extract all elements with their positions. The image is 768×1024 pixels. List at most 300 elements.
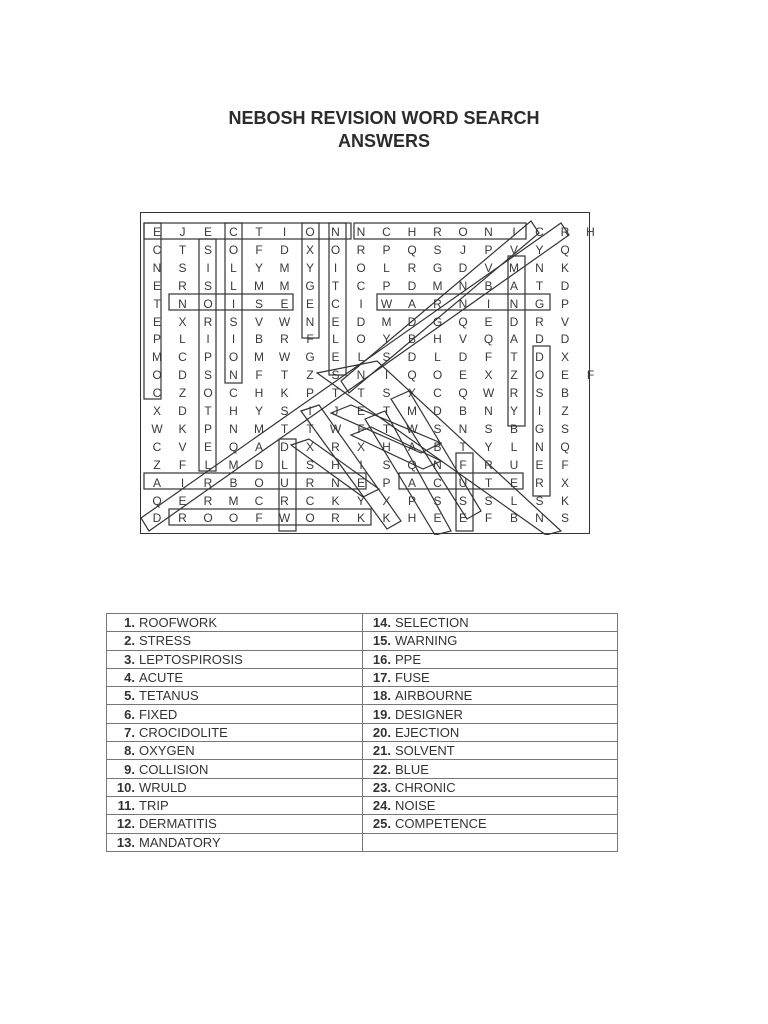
grid-letter: X	[382, 493, 391, 508]
grid-letter: N	[535, 439, 544, 454]
grid-letter: G	[432, 260, 443, 275]
grid-letter: S	[254, 296, 263, 311]
grid-letter: O	[305, 225, 315, 239]
grid-letter: F	[484, 511, 493, 526]
answer-word: DERMATITIS	[139, 816, 217, 832]
grid-letter: Y	[254, 404, 263, 418]
grid-letter: E	[356, 404, 365, 418]
grid-letter: T	[178, 242, 187, 257]
grid-letter: D	[280, 439, 289, 454]
answer-word: BLUE	[395, 761, 429, 777]
grid-letter: E	[535, 457, 544, 472]
grid-letter: M	[407, 404, 417, 418]
page-title: NEBOSH REVISION WORD SEARCH	[228, 108, 540, 128]
grid-letter: D	[535, 332, 544, 347]
grid-letter: K	[280, 386, 289, 401]
answer-cell-right	[363, 614, 618, 632]
grid-letter: T	[382, 421, 391, 436]
grid-letter: O	[203, 386, 213, 401]
grid-letter: K	[382, 511, 391, 526]
grid-letter: M	[381, 314, 392, 329]
grid-letter: F	[255, 511, 263, 526]
grid-letter: O	[432, 368, 443, 383]
grid-letter: I	[231, 332, 236, 347]
grid-letter: B	[407, 332, 416, 347]
answer-cell-right	[363, 668, 618, 686]
answer-cell-left	[107, 614, 363, 632]
grid-letter: E	[178, 493, 187, 508]
grid-letter: I	[282, 225, 287, 239]
grid-letter: I	[206, 332, 210, 347]
grid-letter: M	[509, 260, 519, 275]
grid-letter: S	[433, 242, 442, 257]
grid-letter: Z	[178, 386, 187, 401]
grid-letter: N	[356, 225, 366, 239]
grid-letter: B	[484, 278, 493, 293]
grid-letter: D	[407, 350, 417, 365]
grid-letter: T	[306, 421, 314, 436]
grid-letter: E	[305, 296, 314, 311]
answer-cell-right	[363, 760, 618, 778]
grid-letter: O	[305, 511, 315, 526]
grid-letter: M	[279, 260, 290, 275]
grid-letter: D	[433, 404, 442, 418]
grid-letter: N	[152, 260, 162, 275]
grid-letter: E	[458, 368, 467, 383]
grid-letter: A	[407, 296, 416, 311]
grid-letter: L	[230, 278, 237, 293]
grid-letter: N	[458, 421, 468, 436]
grid-letter: L	[179, 332, 186, 347]
answer-row	[107, 632, 618, 650]
grid-letter: O	[330, 242, 341, 257]
grid-letter: E	[560, 368, 569, 383]
grid-letter: E	[331, 350, 340, 365]
answer-number: 13.	[116, 834, 135, 850]
grid-letter: L	[357, 350, 365, 365]
grid-letter: G	[305, 278, 315, 293]
answer-cell-right	[363, 723, 618, 741]
grid-letter: C	[152, 439, 162, 454]
grid-letter: D	[407, 278, 417, 293]
grid-letter: Y	[484, 439, 493, 454]
grid-letter: E	[152, 225, 161, 239]
grid-letter: N	[484, 404, 493, 418]
grid-letter: U	[458, 475, 468, 490]
grid-letter: L	[383, 260, 390, 275]
grid-letter: B	[254, 332, 263, 347]
grid-letter: P	[407, 493, 416, 508]
answer-row	[107, 796, 618, 814]
answer-cell-right	[363, 796, 618, 814]
grid-letter: G	[534, 296, 545, 311]
grid-letter: D	[560, 332, 570, 347]
grid-letter: N	[458, 278, 468, 293]
grid-letter: X	[560, 350, 569, 365]
answer-cell-right	[363, 687, 618, 705]
answer-word: OXYGEN	[139, 743, 195, 759]
grid-letter: I	[231, 296, 236, 311]
grid-letter: C	[356, 278, 366, 293]
grid-letter: M	[279, 278, 290, 293]
grid-letter: S	[458, 493, 467, 508]
answer-cell-left	[107, 705, 363, 723]
grid-letter: F	[178, 457, 187, 472]
grid-letter: R	[484, 457, 493, 472]
grid-letter: D	[458, 260, 468, 275]
grid-letter: S	[229, 314, 238, 329]
grid-letter: W	[482, 386, 495, 401]
grid-letter: O	[203, 296, 213, 311]
grid-letter: S	[560, 511, 569, 526]
grid-letter: V	[484, 260, 493, 275]
answer-cell-left	[107, 687, 363, 705]
grid-letter: T	[255, 225, 263, 239]
answer-cell-right	[363, 650, 618, 668]
grid-letter: X	[356, 439, 365, 454]
grid-letter: R	[203, 314, 213, 329]
grid-letter: S	[203, 278, 212, 293]
grid-letter: V	[254, 314, 263, 329]
grid-letter: R	[203, 493, 213, 508]
grid-letter: C	[331, 296, 340, 311]
grid-letter: P	[382, 278, 391, 293]
grid-letter: R	[433, 296, 442, 311]
grid-letter: E	[458, 511, 467, 526]
grid-letter: R	[356, 242, 366, 257]
grid-letter: C	[535, 225, 544, 239]
grid-letter: N	[458, 296, 468, 311]
answer-word: WARNING	[395, 633, 458, 649]
grid-letter: E	[433, 511, 442, 526]
answer-word: COMPETENCE	[395, 816, 487, 832]
grid-letter: L	[230, 260, 237, 275]
grid-letter: H	[382, 439, 391, 454]
answer-number: 7.	[124, 724, 135, 740]
grid-letter: E	[203, 439, 212, 454]
grid-letter: C	[229, 225, 238, 239]
grid-letter: D	[152, 511, 162, 526]
grid-letter: Z	[153, 457, 161, 472]
grid-letter: O	[228, 350, 239, 365]
grid-letter: H	[331, 457, 340, 472]
answer-number: 25.	[372, 816, 391, 832]
grid-letter: M	[254, 421, 264, 436]
grid-letter: M	[228, 493, 239, 508]
grid-letter: P	[203, 350, 212, 365]
answer-cell-left	[107, 760, 363, 778]
grid-letter: T	[459, 439, 467, 454]
grid-letter: S	[535, 386, 544, 401]
answer-word: NOISE	[395, 798, 436, 814]
grid-letter: C	[433, 386, 442, 401]
grid-letter: Q	[483, 332, 494, 347]
grid-letter: J	[179, 225, 186, 239]
grid-letter: S	[382, 350, 391, 365]
grid-letter: R	[178, 511, 187, 526]
answer-cell-left	[107, 815, 363, 833]
answer-word: FUSE	[395, 670, 430, 686]
grid-letter: S	[280, 404, 289, 418]
grid-letter: Q	[407, 457, 417, 472]
grid-letter: N	[356, 368, 366, 383]
grid-letter: V	[560, 314, 569, 329]
grid-letter: W	[329, 421, 342, 436]
grid-letter: V	[178, 439, 187, 454]
grid-letter: P	[382, 475, 391, 490]
grid-letter: W	[380, 296, 393, 311]
answer-word	[391, 835, 395, 850]
answer-row	[107, 778, 618, 796]
answer-number: 9.	[124, 761, 135, 777]
grid-letter: Y	[356, 493, 365, 508]
answer-word: SELECTION	[395, 615, 469, 631]
grid-letter: R	[509, 386, 519, 401]
answer-word: TETANUS	[139, 688, 199, 704]
grid-letter: O	[458, 225, 468, 239]
grid-letter: T	[510, 350, 518, 365]
grid-letter: X	[560, 475, 569, 490]
grid-letter: I	[333, 260, 338, 275]
grid-letter: C	[254, 493, 264, 508]
answer-number: 19.	[372, 706, 391, 722]
grid-letter: D	[356, 314, 366, 329]
grid-letter: C	[152, 386, 162, 401]
grid-letter: D	[407, 314, 417, 329]
grid-letter: P	[484, 242, 493, 257]
grid-letter: C	[178, 350, 187, 365]
grid-letter: O	[152, 368, 162, 383]
answer-cell-right	[363, 833, 618, 851]
answer-word: SOLVENT	[395, 743, 455, 759]
grid-letter: D	[535, 350, 544, 365]
grid-letter: N	[509, 296, 519, 311]
answer-number: 1.	[124, 615, 135, 631]
grid-letter: R	[280, 493, 289, 508]
answer-cell-right	[363, 742, 618, 760]
grid-letter: X	[305, 439, 314, 454]
grid-letter: B	[509, 421, 518, 436]
answer-cell-right	[363, 632, 618, 650]
grid-letter: M	[432, 278, 443, 293]
grid-letter: F	[255, 368, 263, 383]
grid-letter: D	[509, 314, 519, 329]
grid-letter: E	[331, 314, 340, 329]
grid-letter: S	[178, 260, 187, 275]
answer-cell-left	[107, 778, 363, 796]
grid-letter: M	[228, 457, 239, 472]
grid-letter: L	[434, 350, 441, 365]
grid-letter: S	[382, 457, 391, 472]
grid-letter: L	[204, 457, 212, 472]
grid-letter: F	[306, 332, 314, 347]
answer-row	[107, 815, 618, 833]
answer-number: 22.	[372, 761, 391, 777]
grid-letter: I	[359, 457, 363, 472]
grid-letter: S	[433, 421, 442, 436]
answer-number: 4.	[124, 670, 135, 686]
answer-word: WRULD	[139, 779, 187, 795]
grid-letter: G	[432, 314, 443, 329]
grid-letter: I	[512, 225, 516, 239]
grid-letter: R	[331, 439, 340, 454]
grid-letter: K	[178, 421, 187, 436]
grid-letter: Y	[305, 260, 314, 275]
answer-row	[107, 705, 618, 723]
grid-letter: Z	[510, 368, 518, 383]
answer-word: STRESS	[139, 633, 192, 649]
grid-letter: V	[509, 242, 518, 257]
answer-row	[107, 723, 618, 741]
grid-letter: N	[535, 260, 544, 275]
grid-letter: O	[228, 242, 239, 257]
grid-letter: T	[280, 421, 289, 436]
grid-letter: K	[560, 493, 569, 508]
grid-letter: Q	[560, 439, 570, 454]
grid-letter: N	[229, 421, 238, 436]
grid-letter: M	[152, 350, 162, 365]
grid-letter: E	[484, 314, 493, 329]
grid-letter: F	[484, 350, 493, 365]
grid-letter: F	[255, 242, 263, 257]
grid-letter: N	[484, 225, 493, 239]
answer-number: 18.	[372, 688, 391, 704]
grid-letter: C	[382, 225, 391, 239]
grid-letter: O	[356, 260, 366, 275]
answer-number: 21.	[372, 743, 391, 759]
grid-letter: S	[382, 386, 391, 401]
answer-word: COLLISION	[139, 761, 209, 777]
answer-row	[107, 833, 618, 851]
answer-word: ACUTE	[139, 670, 184, 686]
grid-letter: L	[281, 457, 288, 472]
grid-letter: Z	[306, 368, 314, 383]
grid-letter: G	[534, 421, 545, 436]
grid-letter: B	[229, 475, 238, 490]
grid-letter: S	[484, 421, 493, 436]
grid-letter: T	[484, 475, 493, 490]
grid-letter: B	[509, 511, 518, 526]
answer-cell-right	[363, 778, 618, 796]
answer-word: TRIP	[139, 798, 169, 814]
grid-letter: T	[331, 278, 340, 293]
grid-letter: S	[560, 421, 569, 436]
grid-letter: N	[433, 457, 442, 472]
grid-letter: P	[203, 421, 212, 436]
grid-letter: L	[510, 493, 518, 508]
grid-letter: T	[204, 404, 212, 418]
grid-letter: D	[178, 404, 187, 418]
grid-letter: W	[278, 314, 291, 329]
answer-word: CHRONIC	[395, 779, 456, 795]
grid-letter: O	[356, 332, 366, 347]
grid-letter: B	[560, 386, 569, 401]
grid-letter: R	[433, 225, 442, 239]
answer-number: 5.	[124, 688, 135, 704]
grid-letter: D	[560, 278, 570, 293]
grid-letter: Q	[407, 242, 417, 257]
answer-word: ROOFWORK	[139, 615, 217, 631]
answer-number: 15.	[372, 633, 391, 649]
answer-cell-left	[107, 833, 363, 851]
grid-letter: R	[305, 475, 315, 490]
grid-letter: I	[537, 404, 542, 418]
answer-number: 3.	[124, 651, 135, 667]
grid-letter: K	[356, 511, 365, 526]
grid-letter: R	[203, 475, 213, 490]
grid-letter: E	[509, 475, 518, 490]
grid-letter: T	[357, 386, 365, 401]
answer-cell-left	[107, 796, 363, 814]
grid-letter: Y	[535, 242, 544, 257]
grid-letter: Q	[560, 242, 570, 257]
grid-letter: D	[280, 242, 289, 257]
grid-letter: X	[484, 368, 493, 383]
grid-letter: B	[433, 439, 442, 454]
grid-letter: S	[484, 493, 493, 508]
grid-letter: M	[254, 350, 264, 365]
grid-letter: N	[178, 296, 187, 311]
grid-letter: P	[560, 296, 569, 311]
answer-key-table	[106, 613, 618, 852]
grid-letter: N	[535, 511, 544, 526]
grid-letter: C	[229, 386, 238, 401]
answer-word: EJECTION	[395, 724, 460, 740]
grid-letter: S	[203, 368, 212, 383]
answer-number: 12.	[116, 816, 135, 832]
answer-cell-left	[107, 668, 363, 686]
grid-letter: H	[229, 404, 238, 418]
grid-letter: L	[332, 332, 339, 347]
grid-letter: T	[280, 368, 289, 383]
grid-letter: W	[278, 511, 291, 526]
answer-number: 14.	[372, 615, 391, 631]
grid-letter: D	[458, 350, 468, 365]
answer-number: 23.	[372, 779, 391, 795]
grid-letter: K	[331, 493, 340, 508]
grid-letter: M	[254, 278, 264, 293]
grid-letter: Z	[561, 404, 569, 418]
grid-letter: Q	[458, 386, 468, 401]
grid-letter: A	[407, 439, 416, 454]
grid-letter: X	[305, 242, 314, 257]
grid-letter: Q	[228, 439, 239, 454]
grid-letter: C	[433, 475, 442, 490]
grid-letter: R	[560, 225, 570, 239]
grid-letter: F	[459, 457, 467, 472]
grid-letter: A	[254, 439, 263, 454]
answer-number: 6.	[124, 706, 135, 722]
grid-letter: F	[586, 368, 595, 383]
answer-row	[107, 614, 618, 632]
grid-letter: Y	[382, 332, 391, 347]
grid-letter: N	[305, 314, 315, 329]
grid-letter: A	[152, 475, 161, 490]
answer-number: 17.	[372, 670, 391, 686]
grid-letter: H	[433, 332, 442, 347]
grid-letter: R	[535, 475, 544, 490]
grid-letter: R	[331, 511, 340, 526]
grid-letter: F	[561, 457, 569, 472]
grid-letter: I	[486, 296, 491, 311]
answer-number: 20.	[372, 724, 391, 740]
grid-letter: H	[586, 225, 595, 239]
grid-letter: N	[331, 475, 340, 490]
grid-letter: Q	[407, 368, 417, 383]
grid-letter: U	[280, 475, 289, 490]
grid-letter: B	[458, 404, 467, 418]
grid-letter: V	[458, 332, 467, 347]
